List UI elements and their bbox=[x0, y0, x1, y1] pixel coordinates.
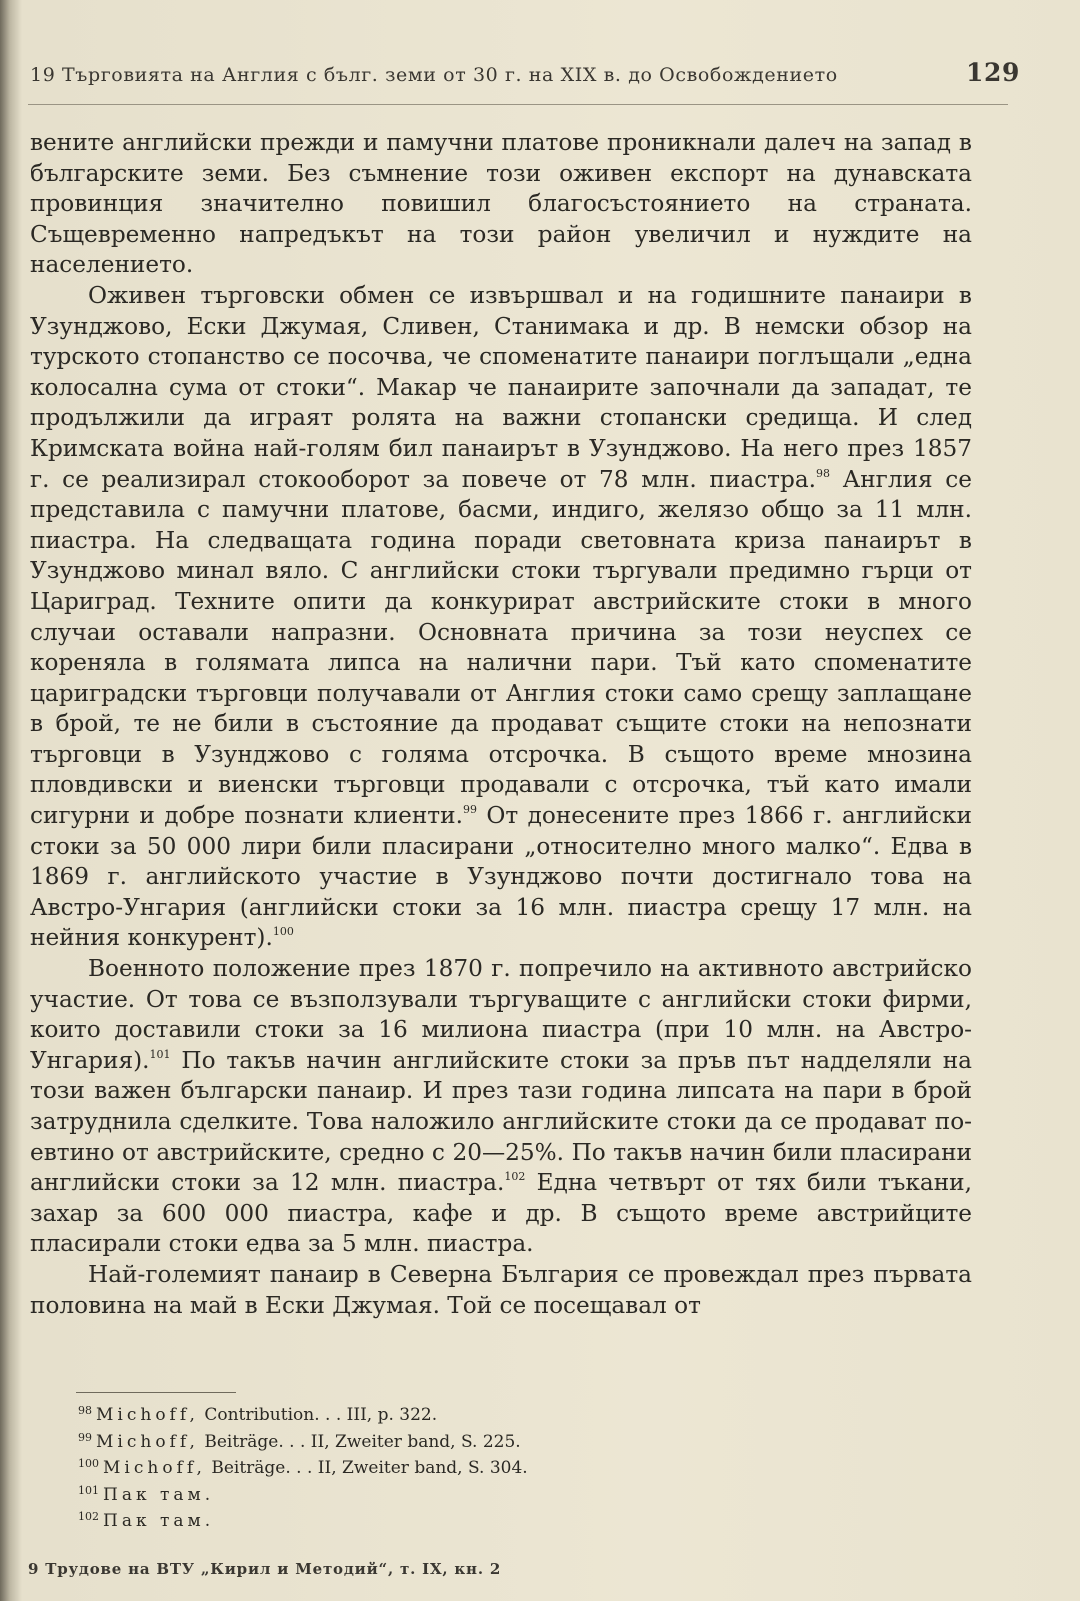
paragraph-text: Оживен търговски обмен се извършвал и на годишните панаири в Узунджово, Ески Джумая, Сливен, Станимака и др. В немски обзор на турското стопанство се посочва, че споменатите панаири поглъщали „една колосална сума от стоки“. Макар че панаирите започнали да западат, те продължили да играят ролята на важни стопански средища. И след Кримската война най-голям бил панаирът в Узунджово. На него през 1857 г. се реализирал стокооборот за повече от 78 млн. пиастра. bbox=[30, 281, 972, 493]
footnote-author: Michoff, bbox=[96, 1405, 199, 1425]
paragraph bbox=[30, 128, 972, 281]
paragraph-text: вените английски прежди и памучни платове проникнали далеч на запад в българските земи. Без съмнение този оживен експорт на дунавската провинция значително повишил благосъстоянието на страната. Същевременно напредъкът на този район увеличил и нуждите на населението. bbox=[30, 129, 972, 279]
footnote-marker[interactable]: 98 bbox=[816, 466, 831, 480]
header-rule bbox=[28, 104, 1008, 105]
footnote-author: Michoff, bbox=[96, 1431, 199, 1452]
paragraph-text: От донесените през 1866 г. английски стоки за 50 000 лири били пласирани „относително много малко“. Едва в 1869 г. английското участие в Узунджово почти достигнало това на Австро-Унгария (английски стоки за 16 млн. пиастра срещу 17 млн. на нейния конкурент). bbox=[30, 802, 972, 952]
footnote-number: 102 bbox=[78, 1510, 99, 1523]
footnote-marker[interactable]: 99 bbox=[462, 803, 477, 817]
paragraph-text: Военното положение през 1870 г. попречило на активното австрийско участие. От това се възползували търгуващите с английски стоки фирми, които доставили стоки за 16 милиона пиастра (при 10 млн. на Австро-Унгария). bbox=[30, 955, 972, 1074]
footnote-reference: Пак там. bbox=[103, 1511, 215, 1531]
footnote-reference: Contribution. . . III, p. 322. bbox=[204, 1405, 438, 1425]
footnotes bbox=[78, 1400, 778, 1533]
footnote-rule bbox=[76, 1392, 236, 1393]
footnote bbox=[78, 1400, 778, 1427]
paragraph bbox=[30, 1260, 972, 1321]
footnote bbox=[78, 1480, 778, 1507]
running-head-title: 19 Търговията на Англия с бълг. земи от 30 г. на XIX в. до Освобождението bbox=[30, 64, 838, 86]
footnote bbox=[78, 1427, 778, 1454]
footnote bbox=[78, 1453, 778, 1480]
paragraph-text: Най-големият панаир в Северна България се провеждал през първата половина на май в Ески Джумая. Той се посещавал от bbox=[30, 1260, 972, 1319]
paragraph-text: Англия се представила с памучни платове, басми, индиго, желязо общо за 11 млн. пиастра. На следващата година поради световната криза панаирът в Узунджово минал вяло. С английски стоки търгували предимно гърци от Цариград. Техните опити да конкурират австрийските стоки в много случаи оставали напразни. Основната причина за този неуспех се кореняла в голямата липса на налични пари. Тъй като споменатите цариградски търговци получавали от Англия стоки само срещу заплащане в брой, те не били в състояние да продават същите стоки на непознати търговци в Узунджово с голяма отсрочка. В същото време мнозина пловдивски и виенски търговци продавали с отсрочка, тъй като имали сигурни и добре познати клиенти. bbox=[30, 465, 972, 830]
page-number: 129 bbox=[966, 58, 1020, 87]
page-footer: 9 Трудове на ВТУ „Кирил и Методий“, т. IX, кн. 2 bbox=[28, 1560, 502, 1578]
footnote-reference: Beiträge. . . II, Zweiter band, S. 225. bbox=[204, 1431, 521, 1452]
footnote-marker[interactable]: 102 bbox=[504, 1170, 526, 1184]
footnote-number: 99 bbox=[78, 1430, 92, 1444]
paragraph bbox=[30, 281, 972, 954]
paragraph-text: Една четвърт от тях били тъкани, захар за 600 000 пиастра, кафе и др. В същото време австрийците пласирали стоки едва за 5 млн. пиастра. bbox=[30, 1169, 972, 1258]
running-head bbox=[30, 58, 1020, 87]
body-text bbox=[30, 128, 972, 1321]
footnote-reference: Пак там. bbox=[103, 1484, 215, 1505]
footnote-reference: Beiträge. . . II, Zweiter band, S. 304. bbox=[211, 1458, 528, 1478]
footnote-number: 100 bbox=[78, 1457, 99, 1470]
footnote-marker[interactable]: 100 bbox=[272, 925, 294, 939]
footnote-number: 98 bbox=[78, 1404, 92, 1417]
footnote-marker[interactable]: 101 bbox=[149, 1047, 171, 1061]
footnote-number: 101 bbox=[78, 1483, 99, 1497]
footnote bbox=[78, 1506, 778, 1533]
footnote-author: Michoff, bbox=[103, 1458, 206, 1478]
paragraph-text: По такъв начин английските стоки за пръв път надделяли на този важен български панаир. И през тази година липсата на пари в брой затруднила сделките. Това наложило английските стоки да се продават по-евтино от австрийските, средно с 20—25%. По такъв начин били пласирани английски стоки за 12 млн. пиастра. bbox=[30, 1046, 972, 1197]
paragraph bbox=[30, 954, 972, 1260]
